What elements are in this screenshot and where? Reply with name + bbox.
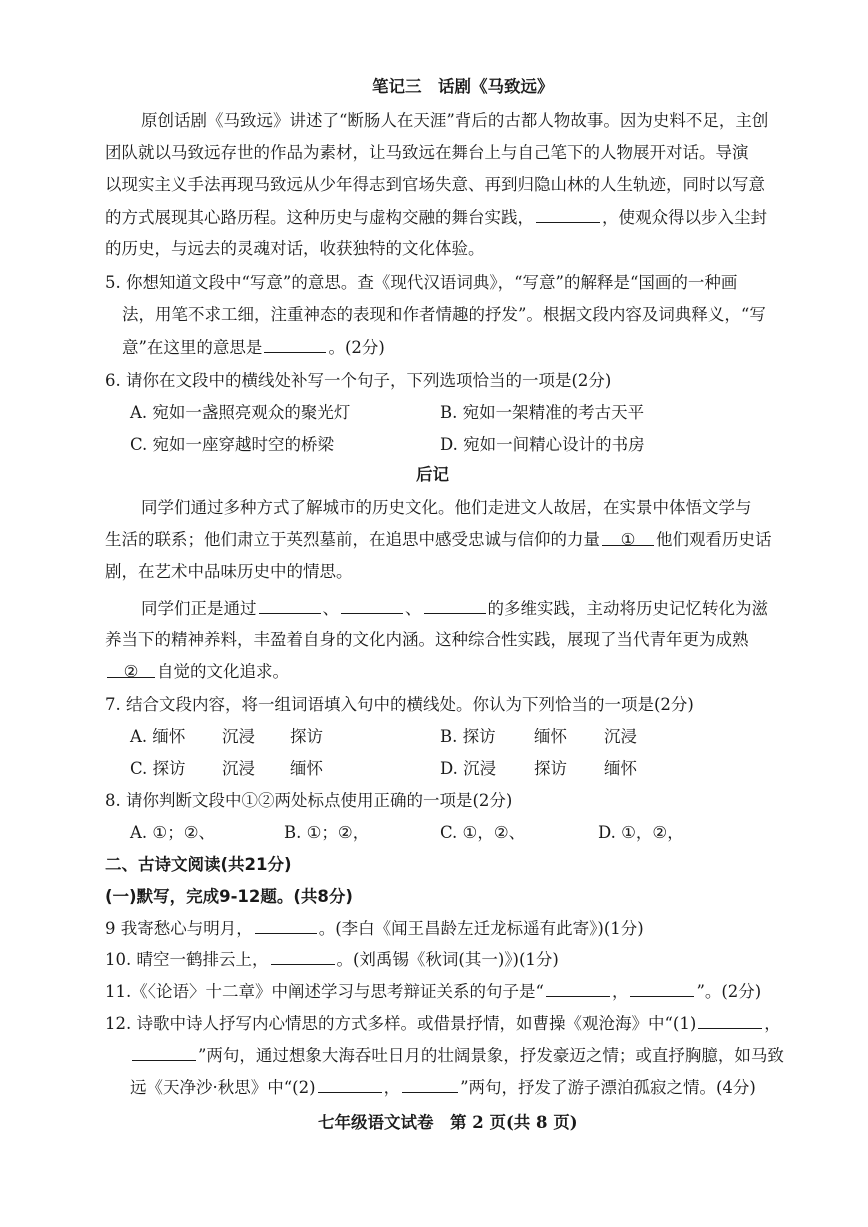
afterword-line2-text-b: 他们观看历史话 [656,530,772,549]
afterword-title: 后记 [416,465,449,484]
note3-para-line-2: 团队就以马致远存世的作品为素材，让马致远在舞台上与自己笔下的人物展开对话。导演 [105,143,749,162]
afterword-blank-3[interactable] [424,597,486,614]
q8-option-d[interactable]: D. ①，②， [598,823,684,842]
q7-option-a[interactable] [130,726,323,748]
q7-d-word-1: D. 沉浸 [440,759,497,778]
q7-option-b[interactable] [440,726,637,748]
afterword-sep-1: 、 [322,599,339,618]
afterword-line6-text: 自觉的文化追求。 [157,662,289,681]
q12-answer-blank-2b[interactable] [402,1076,458,1093]
q7-option-c[interactable] [130,758,323,780]
afterword-line4-text-a: 同学们正是通过 [141,599,257,618]
q7-b-word-2: 缅怀 [534,727,567,746]
q5-answer-blank[interactable] [264,336,326,353]
q9-answer-blank[interactable] [255,917,317,934]
q10-answer-blank[interactable] [271,948,335,965]
q7-b-word-1: B. 探访 [440,727,496,746]
q12-answer-blank-2a[interactable] [318,1076,382,1093]
note3-para-line-3: 以现实主义手法再现马致远从少年得志到官场失意、再到归隐山林的人生轨迹，同时以写意 [105,175,765,194]
afterword-mark-1-blank [602,529,654,549]
q12-line-2 [130,1044,784,1067]
q5-line-3 [122,336,385,359]
q11-text-b: ”。(2分) [696,982,762,1001]
q12-answer-blank-1a[interactable] [698,1012,762,1029]
afterword-sep-2: 、 [405,599,422,618]
note3-title: 笔记三 话剧《马致远》 [372,77,554,96]
afterword-line-6 [105,661,289,683]
q6-option-a[interactable]: A. 宛如一盏照亮观众的聚光灯 [130,403,351,422]
q12-line2-text: ”两句，通过想象大海吞吐日月的壮阔景象，抒发豪迈之情；或直抒胸臆，如马致 [198,1046,784,1065]
q6-option-d[interactable]: D. 宛如一间精心设计的书房 [440,435,645,454]
q12-line3-text-a: 远《天净沙·秋思》中“(2) [130,1078,316,1097]
afterword-line-3: 剧，在艺术中品味历史中的情思。 [105,562,353,581]
q5-line-2: 法，用笔不求工细，注重神态的表现和作者情趣的抒发”。根据文段内容及词典释义，“写 [122,305,766,324]
note3-para-line-5: 的历史，与远去的灵魂对话，收获独特的文化体验。 [105,239,485,258]
afterword-line-4 [141,597,768,620]
q7-d-word-3: 缅怀 [604,759,637,778]
q7-c-word-1: C. 探访 [130,759,186,778]
page-footer: 七年级语文试卷 第 2 页(共 8 页) [318,1113,578,1132]
q7-option-d[interactable] [440,758,637,780]
q7-d-word-2: 探访 [534,759,567,778]
q8-stem: 8. 请你判断文段中①②两处标点使用正确的一项是(2分) [105,791,513,810]
q11-answer-blank-1[interactable] [546,980,610,997]
q5-line-1: 5. 你想知道文段中“写意”的意思。查《现代汉语词典》，“写意”的解释是“国画的一种画 [105,273,738,292]
q9-line [105,917,644,940]
q5-line3-text-b: 。(2分) [328,338,385,357]
q12-line1-text: 12. 诗歌中诗人抒写内心情思的方式多样。或借景抒情，如曹操《观沧海》中“(1) [105,1014,697,1033]
q7-b-word-3: 沉浸 [604,727,637,746]
q12-line-1 [105,1012,781,1035]
afterword-line-5: 养当下的精神养料，丰盈着自身的文化内涵。这种综合性实践，展现了当代青年更为成熟 [105,630,749,649]
q6-stem: 6. 请你在文段中的横线处补写一个句子，下列选项恰当的一项是(2分) [105,371,612,390]
circled-one: ① [620,530,636,549]
circled-two: ② [123,662,139,681]
afterword-line-2 [105,529,772,551]
q10-line [105,948,559,971]
afterword-line4-text-b: 的多维实践，主动将历史记忆转化为滋 [487,599,768,618]
q12-line1-sep: ， [764,1014,781,1033]
q7-a-word-2: 沉浸 [222,727,255,746]
afterword-mark-2-blank [107,661,155,681]
q7-stem: 7. 结合文段内容，将一组词语填入句中的横线处。你认为下列恰当的一项是(2分) [105,695,694,714]
q8-option-b[interactable]: B. ①；②， [284,823,370,842]
q12-line3-sep: ， [383,1078,401,1097]
note3-line4-text-a: 的方式展现其心路历程。这种历史与虚构交融的舞台实践， [105,208,534,227]
q8-option-a[interactable]: A. ①；②、 [130,823,215,842]
q7-c-word-2: 沉浸 [222,759,255,778]
part2-subtitle: (一)默写，完成9-12题。(共8分) [105,887,353,906]
q11-line [105,980,761,1003]
note3-answer-blank[interactable] [536,206,600,223]
q12-line3-text-b: ”两句，抒发了游子漂泊孤寂之情。(4分) [460,1078,756,1097]
afterword-line2-text-a: 生活的联系；他们肃立于英烈墓前，在追思中感受忠诚与信仰的力量 [105,530,600,549]
q6-option-c[interactable]: C. 宛如一座穿越时空的桥梁 [130,435,335,454]
afterword-blank-2[interactable] [341,597,403,614]
note3-para-line-4 [105,206,767,229]
q7-a-word-1: A. 缅怀 [130,727,186,746]
q6-option-b[interactable]: B. 宛如一架精准的考古天平 [440,403,645,422]
q9-text-a: 9 我寄愁心与明月， [105,919,253,938]
afterword-line-1: 同学们通过多种方式了解城市的历史文化。他们走进文人故居，在实景中体悟文学与 [141,498,752,517]
q5-line3-text-a: 意”在这里的意思是 [122,338,263,357]
part2-title: 二、古诗文阅读(共21分) [105,855,292,874]
q9-text-b: 。(李白《闻王昌龄左迁龙标遥有此寄》)(1分) [318,919,644,938]
q10-text-b: 。(刘禹锡《秋词(其一)》)(1分) [336,950,559,969]
note3-para-line-1: 原创话剧《马致远》讲述了“断肠人在天涯”背后的古都人物故事。因为史料不足，主创 [141,111,769,130]
q12-line-3 [130,1076,756,1099]
q11-sep: ， [611,982,629,1001]
note3-line4-text-b: ，使观众得以步入尘封 [602,208,767,227]
q10-text-a: 10. 晴空一鹤排云上， [105,950,269,969]
q11-answer-blank-2[interactable] [630,980,694,997]
q12-answer-blank-1b[interactable] [132,1044,196,1061]
afterword-blank-1[interactable] [259,597,321,614]
q7-c-word-3: 缅怀 [290,759,323,778]
q11-text-a: 11.《〈论语〉十二章》中阐述学习与思考辩证关系的句子是“ [105,982,544,1001]
q7-a-word-3: 探访 [290,727,323,746]
q8-option-c[interactable]: C. ①，②、 [440,823,526,842]
